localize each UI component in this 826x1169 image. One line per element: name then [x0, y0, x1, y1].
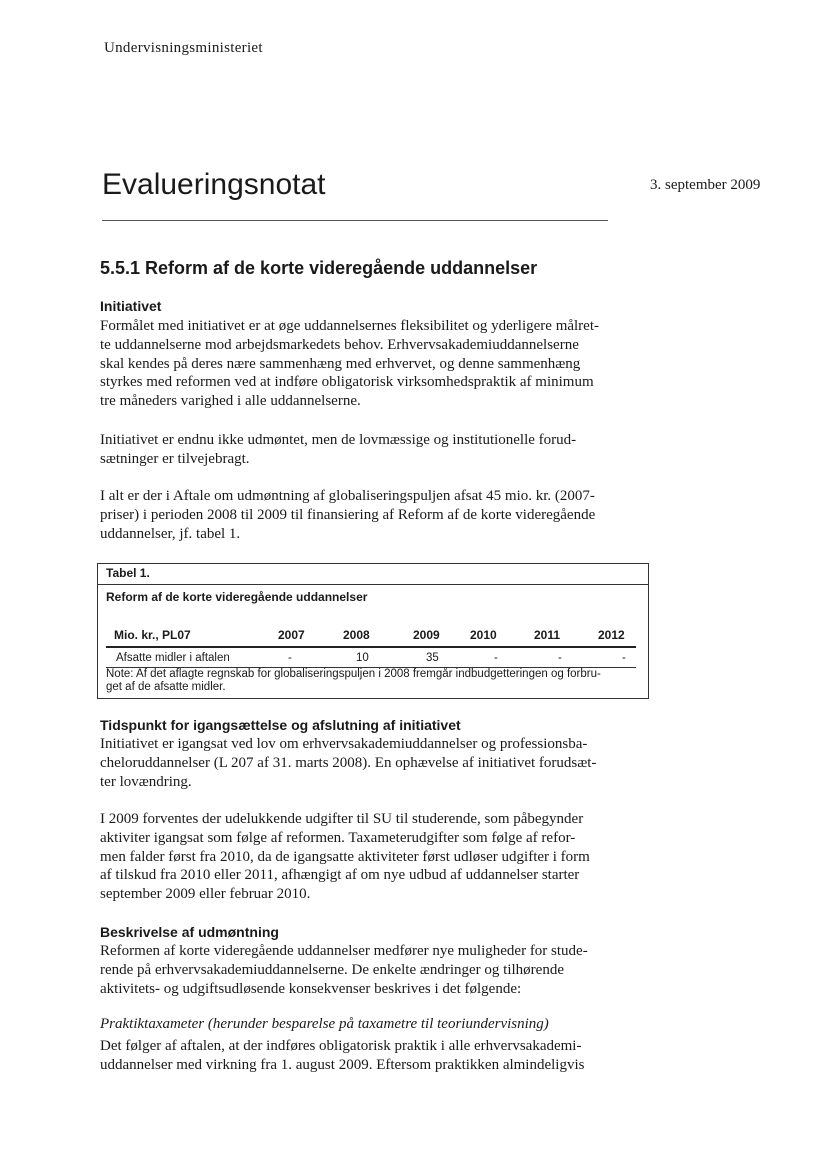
table-title: Reform af de korte videregående uddannelser	[106, 590, 368, 604]
praktiktaxameter-heading: Praktiktaxameter (herunder besparelse på taxametre til teoriundervisning)	[100, 1016, 549, 1032]
table-cell-2012: -	[622, 652, 626, 664]
table-header-unit: Mio. kr., PL07	[114, 628, 191, 642]
initiative-heading: Initiativet	[100, 298, 162, 314]
description-heading: Beskrivelse af udmøntning	[100, 924, 279, 940]
timing-paragraph-2: I 2009 forventes der udelukkende udgifter til SU til studerende, som påbegynder aktiviter igangsat som følge af reformen. Taxameterudgifter som følge af refor- men falder først fra 2010, da de igangsatte aktiviteter først udløser udgifter i form af tilskud fra 2010 eller 2011, afhængigt af om nye udbud af uddannelser starter september 2009 eller februar 2010.	[100, 811, 590, 903]
document-title: Evalueringsnotat	[102, 168, 326, 201]
description-paragraph-2: Det følger af aftalen, at der indføres obligatorisk praktik i alle erhvervsakademi- uddannelser med virkning fra 1. august 2009. Eftersom praktikken almindeligvis	[100, 1038, 585, 1073]
table-cell-2011: -	[558, 652, 562, 664]
table-cell-2009: 35	[426, 652, 439, 664]
initiative-paragraph-2: Initiativet er endnu ikke udmøntet, men de lovmæssige og institutionelle forud- sætninger er tilvejebragt.	[100, 432, 577, 467]
table-cell-2007: -	[288, 652, 292, 664]
table-header-2011: 2011	[534, 628, 561, 642]
table-note: Note: Af det aflagte regnskab for globaliseringspuljen i 2008 fremgår indbudgetteringen og forbru- get af de afsatte midler.	[106, 668, 601, 693]
table-cell-2008: 10	[356, 652, 369, 664]
table-header-2007: 2007	[278, 628, 305, 642]
table-header-2009: 2009	[413, 628, 440, 642]
table-header-2010: 2010	[470, 628, 497, 642]
timing-heading: Tidspunkt for igangsættelse og afslutning af initiativet	[100, 717, 461, 733]
document-date: 3. september 2009	[650, 177, 761, 193]
budget-table	[97, 563, 649, 699]
table-row-label: Afsatte midler i aftalen	[116, 652, 230, 664]
table-header-2008: 2008	[343, 628, 370, 642]
section-heading: 5.5.1 Reform af de korte videregående uddannelser	[100, 258, 538, 278]
table-header-2012: 2012	[598, 628, 625, 642]
table-label: Tabel 1.	[106, 566, 150, 580]
title-divider	[102, 220, 608, 221]
table-title-divider	[98, 584, 648, 585]
ministry-name: Undervisningsministeriet	[104, 40, 263, 56]
initiative-paragraph-1: Formålet med initiativet er at øge uddannelsernes fleksibilitet og yderligere målret- te uddannelserne mod arbejdsmarkedets behov. Erhvervsakademiuddannelserne skal kendes på deres nære sammenhæng med erhvervet, og denne sammenhæng styrkes med reformen ved at indføre obligatorisk virksomhedspraktik af minimum tre måneders varighed i alle uddannelserne.	[100, 318, 599, 410]
table-header-divider	[106, 646, 636, 648]
description-paragraph-1: Reformen af korte videregående uddannelser medfører nye muligheder for stude- rende på erhvervsakademiuddannelserne. De enkelte ændringer og tilhørende aktivitets- og udgiftsudløsende konsekvenser beskrives i det følgende:	[100, 943, 588, 997]
timing-paragraph-1: Initiativet er igangsat ved lov om erhvervsakademiuddannelser og professionsba- cheloruddannelser (L 207 af 31. marts 2008). En ophævelse af initiativet forudsæt- ter lovændring.	[100, 736, 597, 790]
table-cell-2010: -	[494, 652, 498, 664]
initiative-paragraph-3: I alt er der i Aftale om udmøntning af globaliseringspuljen afsat 45 mio. kr. (2007- priser) i perioden 2008 til 2009 til finansiering af Reform af de korte videregående uddannelser, jf. tabel 1.	[100, 488, 596, 542]
